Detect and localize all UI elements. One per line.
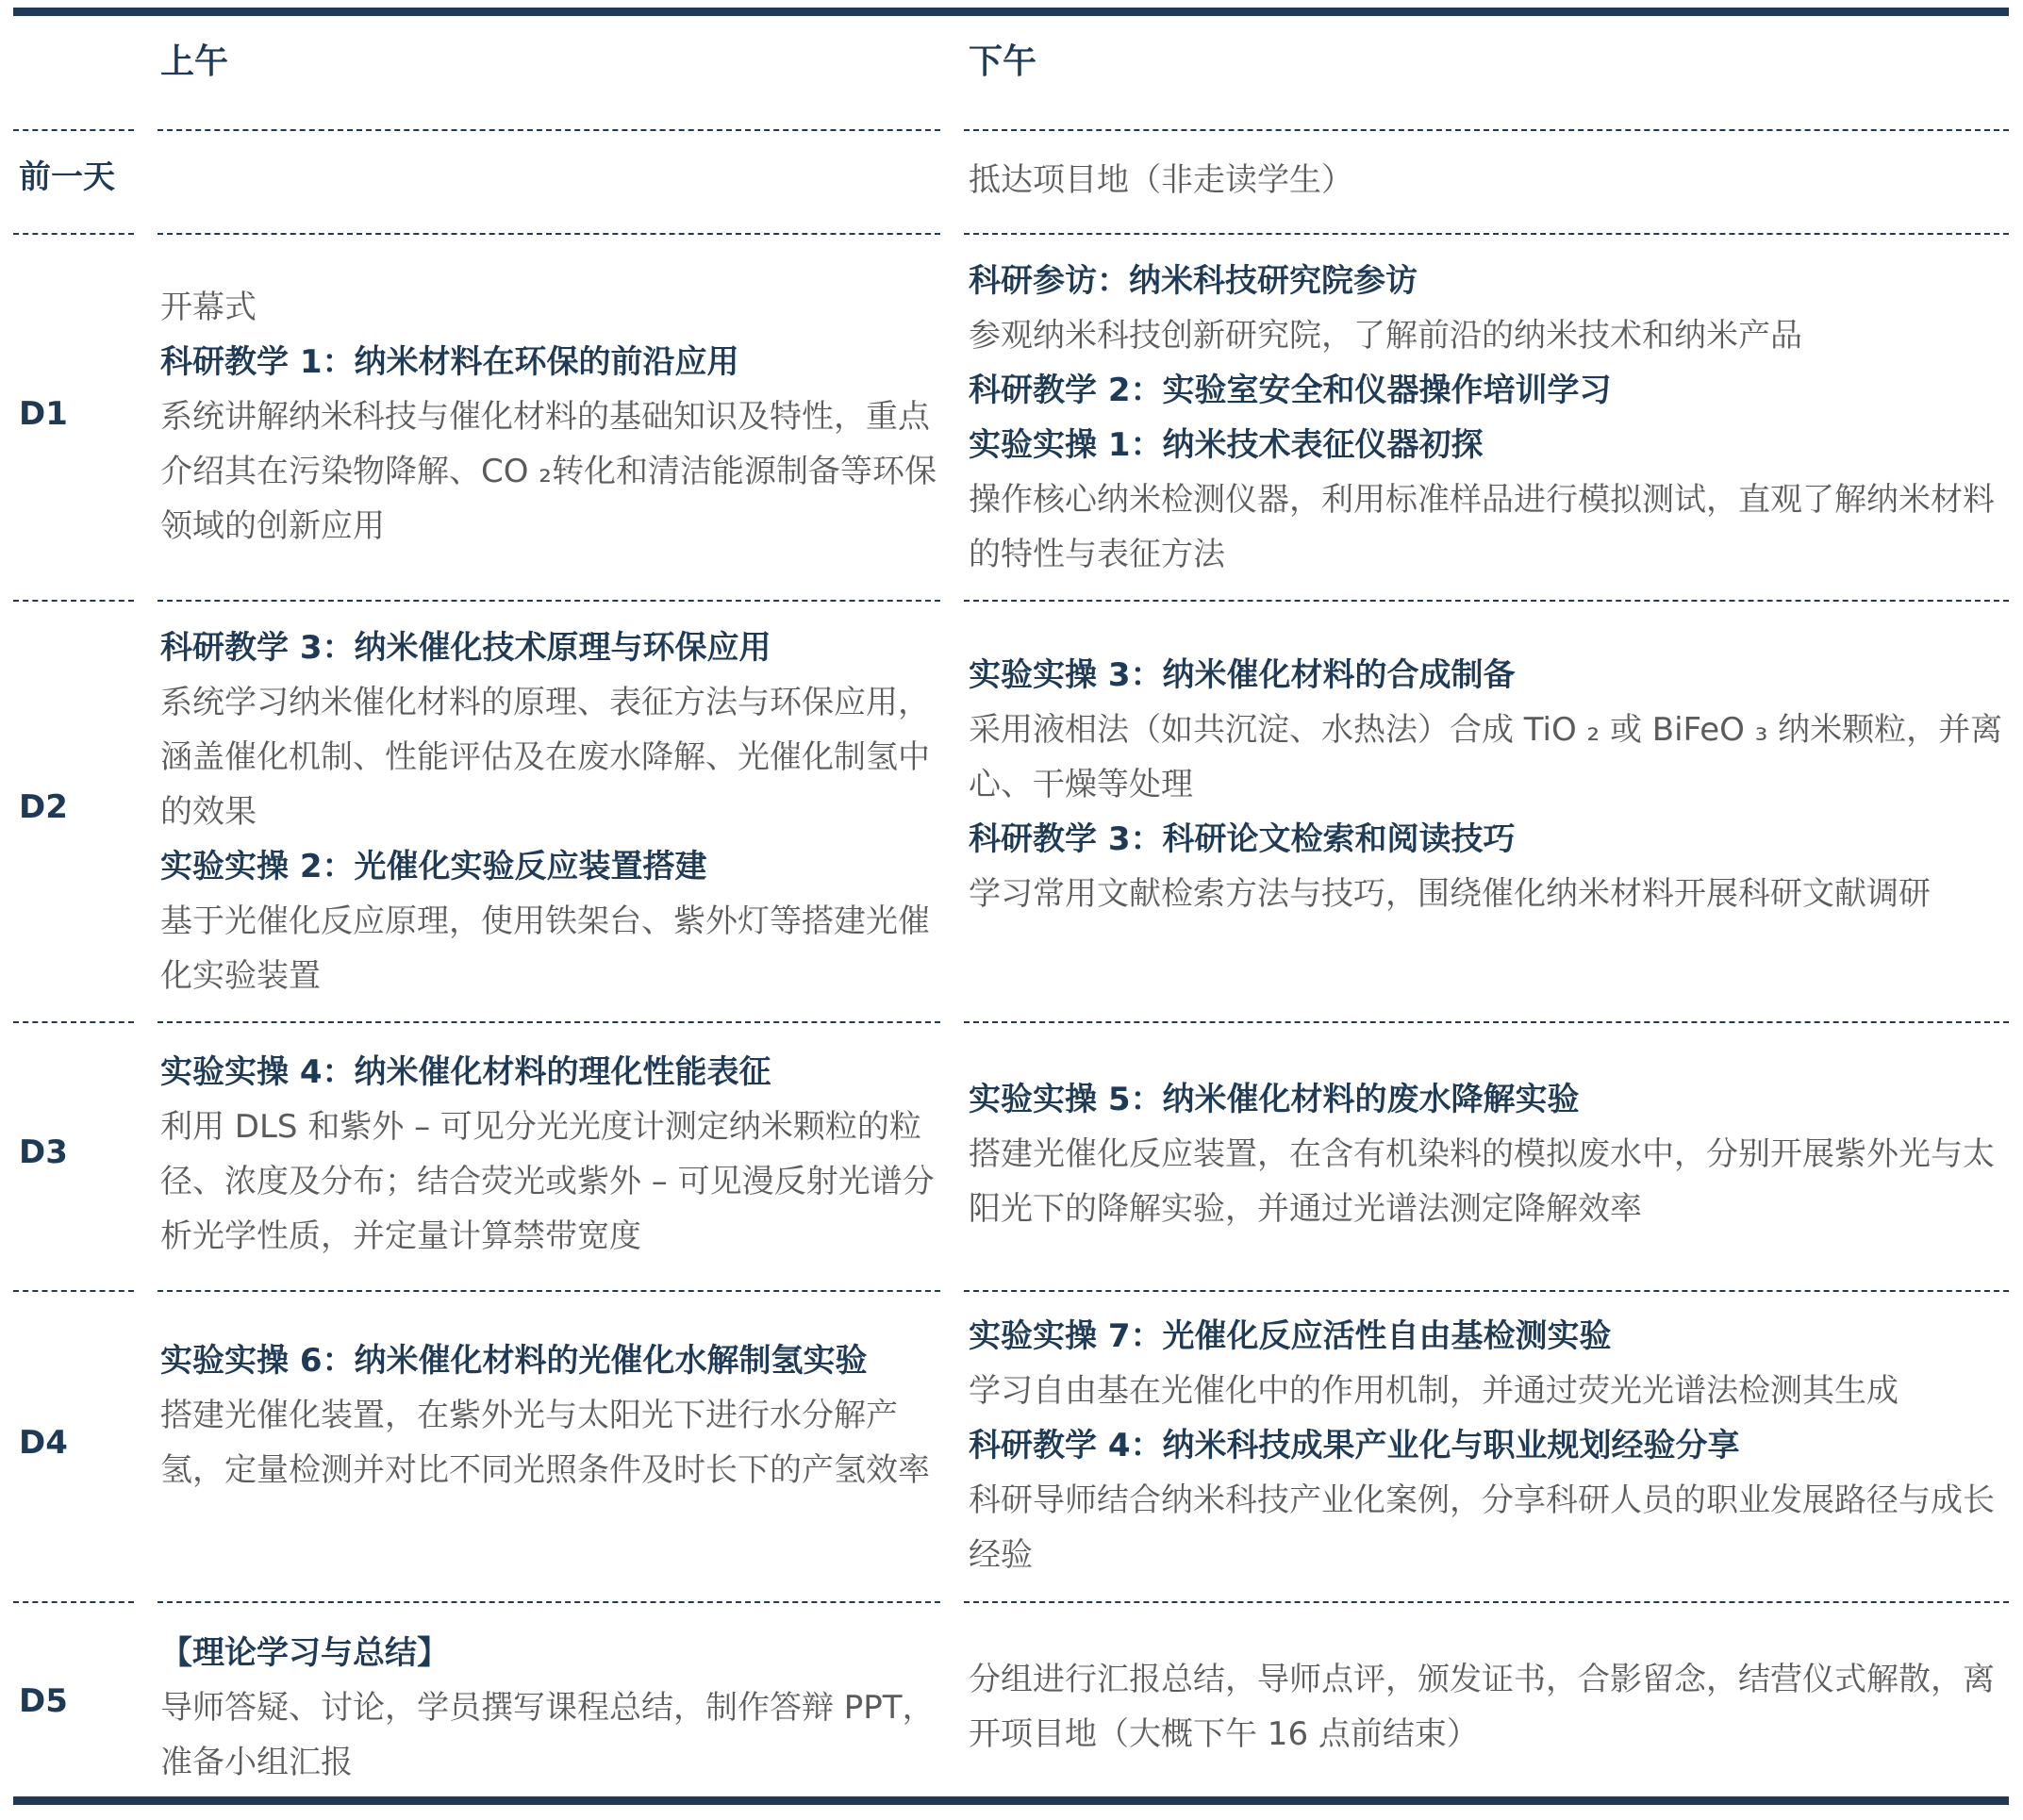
- session-block: [969, 1309, 2006, 1418]
- session-description: 利用 DLS 和紫外 – 可见分光光度计测定纳米颗粒的粒径、浓度及分布；结合荧光或紫外 – 可见漫反射光谱分析光学性质，并定量计算禁带宽度: [160, 1108, 935, 1255]
- session-title: 科研教学 3：纳米催化技术原理与环保应用: [160, 629, 771, 667]
- row-divider: [158, 1021, 940, 1023]
- session-block: [969, 648, 2006, 812]
- row-divider: [158, 1290, 940, 1292]
- session-title: 科研教学 3：科研论文检索和阅读技巧: [969, 820, 1516, 858]
- cell-d3-pm: [969, 1072, 2006, 1236]
- session-title: 【理论学习与总结】: [160, 1634, 449, 1672]
- cell-d1-am: [160, 280, 943, 554]
- row-divider: [13, 233, 134, 235]
- cell-d2-pm: [969, 648, 2006, 921]
- top-rule: [13, 8, 2009, 16]
- row-divider: [13, 1290, 134, 1292]
- row-divider: [158, 233, 940, 235]
- row-divider: [964, 1290, 2009, 1292]
- session-description: 系统学习纳米催化材料的原理、表征方法与环保应用，涵盖催化机制、性能评估及在废水降解、光催化制氢中的效果: [160, 684, 930, 831]
- session-description: 搭建光催化装置，在紫外光与太阳光下进行水分解产氢，定量检测并对比不同光照条件及时长下的产氢效率: [160, 1397, 930, 1489]
- session-block: [969, 812, 2006, 921]
- session-block: [160, 1045, 943, 1264]
- session-description: 学习常用文献检索方法与技巧，围绕催化纳米材料开展科研文献调研: [969, 875, 1931, 913]
- session-block: [969, 153, 2006, 207]
- session-description: 搭建光催化反应装置，在含有机染料的模拟废水中，分别开展紫外光与太阳光下的降解实验，并通过光谱法测定降解效率: [969, 1135, 1995, 1228]
- row-divider: [13, 1021, 134, 1023]
- cell-d2-am: [160, 620, 943, 1003]
- session-block: [160, 1626, 943, 1790]
- cell-d5-pm: [969, 1652, 2006, 1762]
- session-title: 实验实操 6：纳米催化材料的光催化水解制氢实验: [160, 1342, 868, 1380]
- session-title: 实验实操 7：光催化反应活性自由基检测实验: [969, 1317, 1612, 1355]
- session-block: [160, 335, 943, 554]
- session-description: 参观纳米科技创新研究院，了解前沿的纳米技术和纳米产品: [969, 317, 1802, 355]
- session-block: [969, 254, 2006, 363]
- session-description: 抵达项目地（非走读学生）: [969, 161, 1353, 199]
- session-title: 科研教学 2：实验室安全和仪器操作培训学习: [969, 372, 1612, 409]
- session-title: 实验实操 4：纳米催化材料的理化性能表征: [160, 1053, 771, 1091]
- row-divider: [13, 129, 134, 131]
- cell-d1-pm: [969, 254, 2006, 582]
- row-divider: [158, 600, 940, 602]
- session-block: [160, 839, 943, 1003]
- row-divider: [13, 1601, 134, 1603]
- cell-d4-am: [160, 1333, 943, 1497]
- row-divider: [158, 129, 940, 131]
- row-divider: [964, 600, 2009, 602]
- session-block: [969, 1072, 2006, 1236]
- session-description: 学习自由基在光催化中的作用机制，并通过荧光光谱法检测其生成: [969, 1372, 1899, 1410]
- session-description: 分组进行汇报总结，导师点评，颁发证书，合影留念，结营仪式解散，离开项目地（大概下午 16 点前结束）: [969, 1661, 1995, 1753]
- header-pm: 下午: [969, 42, 1037, 81]
- day-label-d3: D3: [19, 1133, 68, 1171]
- cell-d4-pm: [969, 1309, 2006, 1582]
- day-label-prev: 前一天: [19, 158, 115, 196]
- header-am: 上午: [160, 42, 229, 81]
- row-divider: [158, 1601, 940, 1603]
- session-block: [160, 620, 943, 839]
- day-label-d5: D5: [19, 1682, 68, 1720]
- session-title: 实验实操 5：纳米催化材料的废水降解实验: [969, 1081, 1580, 1118]
- session-block: [969, 363, 2006, 418]
- session-title: 实验实操 3：纳米催化材料的合成制备: [969, 656, 1516, 694]
- session-description: 采用液相法（如共沉淀、水热法）合成 TiO ₂ 或 BiFeO ₃ 纳米颗粒，并离心、干燥等处理: [969, 711, 2003, 803]
- session-block: [969, 1652, 2006, 1762]
- session-title: 实验实操 2：光催化实验反应装置搭建: [160, 848, 707, 885]
- session-title: 科研参访：纳米科技研究院参访: [969, 262, 1418, 300]
- bottom-rule: [13, 1796, 2009, 1805]
- row-divider: [964, 1601, 2009, 1603]
- session-block: [160, 280, 943, 335]
- cell-d3-am: [160, 1045, 943, 1264]
- day-label-d2: D2: [19, 788, 68, 826]
- day-label-d1: D1: [19, 395, 68, 433]
- session-description: 系统讲解纳米科技与催化材料的基础知识及特性，重点介绍其在污染物降解、CO ₂转化和清洁能源制备等环保领域的创新应用: [160, 398, 937, 545]
- session-description: 科研导师结合纳米科技产业化案例，分享科研人员的职业发展路径与成长经验: [969, 1481, 1995, 1574]
- session-description: 导师答疑、讨论，学员撰写课程总结，制作答辩 PPT，准备小组汇报: [160, 1689, 935, 1781]
- cell-prev-pm: [969, 153, 2006, 207]
- cell-d5-am: [160, 1626, 943, 1790]
- session-block: [160, 1333, 943, 1497]
- row-divider: [964, 1021, 2009, 1023]
- session-description: 开幕式: [160, 289, 257, 326]
- session-block: [969, 1418, 2006, 1582]
- row-divider: [13, 600, 134, 602]
- row-divider: [964, 129, 2009, 131]
- session-title: 科研教学 4：纳米科技成果产业化与职业规划经验分享: [969, 1427, 1740, 1464]
- session-block: [969, 418, 2006, 582]
- session-description: 基于光催化反应原理，使用铁架台、紫外灯等搭建光催化实验装置: [160, 902, 930, 995]
- session-description: 操作核心纳米检测仪器，利用标准样品进行模拟测试，直观了解纳米材料的特性与表征方法: [969, 481, 1995, 573]
- session-title: 科研教学 1：纳米材料在环保的前沿应用: [160, 343, 739, 381]
- row-divider: [964, 233, 2009, 235]
- day-label-d4: D4: [19, 1424, 68, 1462]
- session-title: 实验实操 1：纳米技术表征仪器初探: [969, 426, 1484, 464]
